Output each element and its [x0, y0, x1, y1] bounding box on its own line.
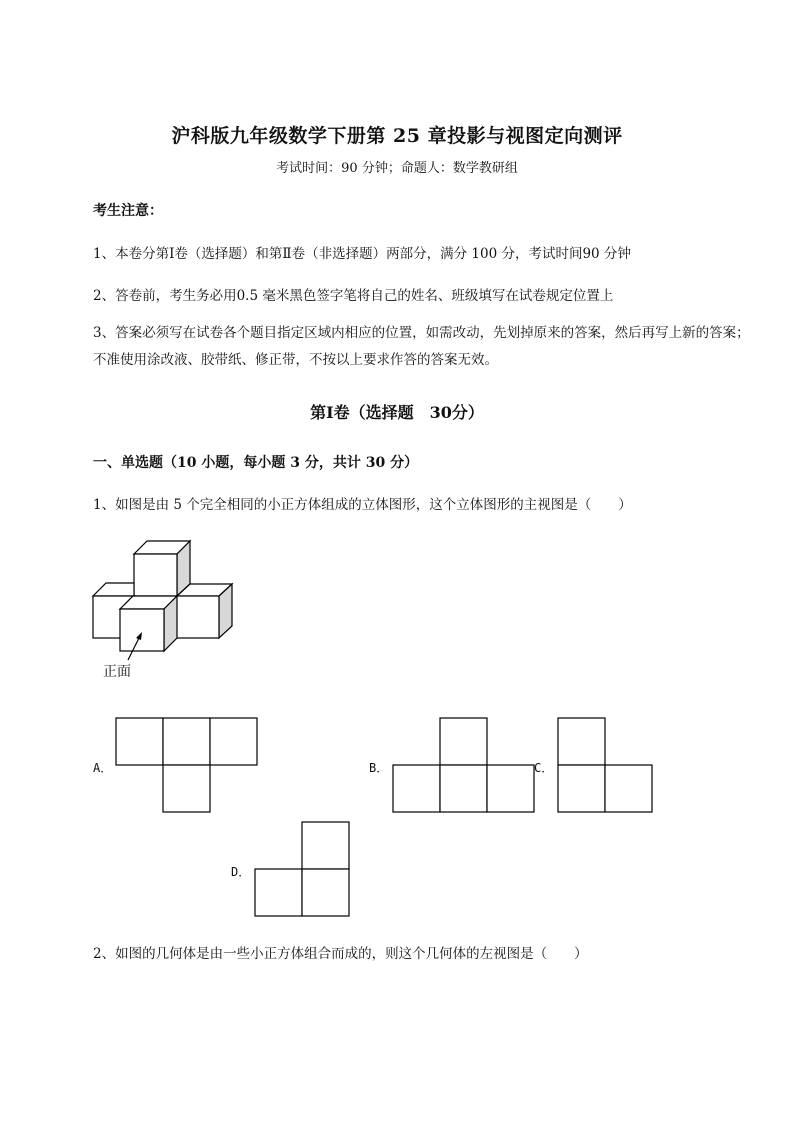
option-a-label[interactable]: A． [93, 761, 113, 775]
option-d-label[interactable]: D． [231, 865, 251, 879]
grid-square [163, 765, 210, 812]
cube-front-face [176, 596, 219, 638]
grid-square [440, 765, 487, 812]
cube-front-face [120, 609, 164, 651]
grid-square [393, 765, 440, 812]
option-a-figure[interactable] [115, 717, 259, 814]
notice-heading: 考生注意： [93, 203, 163, 219]
option-c-label[interactable]: C． [534, 761, 554, 775]
page-title: 沪科版九年级数学下册第 25 章投影与视图定向测评 [171, 125, 623, 147]
option-c-figure[interactable] [557, 717, 654, 814]
part-title: 一、单选题（10 小题，每小题 3 分，共计 30 分） [93, 455, 419, 471]
option-b-label[interactable]: B． [369, 761, 389, 775]
question-2-text: 2、如图的几何体是由一些小正方体组合而成的，则这个几何体的左视图是（ ） [93, 946, 588, 962]
grid-square [558, 718, 605, 765]
grid-square [210, 718, 257, 765]
grid-square [163, 718, 210, 765]
notice-item-2: 2、答卷前，考生务必用0.5 毫米黑色签字笔将自己的姓名、班级填写在试卷规定位置上 [93, 288, 614, 304]
section-title: 第Ⅰ卷（选择题 30分） [310, 403, 484, 422]
grid-square [255, 869, 302, 916]
notice-item-1: 1、本卷分第Ⅰ卷（选择题）和第Ⅱ卷（非选择题）两部分，满分 100 分，考试时间90 分钟 [93, 246, 631, 262]
grid-square [302, 869, 349, 916]
cube-front-face [134, 554, 177, 596]
option-d-figure[interactable] [254, 821, 351, 918]
question-1-solid-figure [90, 538, 240, 668]
grid-square [558, 765, 605, 812]
option-b-figure[interactable] [392, 717, 536, 814]
front-label: 正面 [103, 664, 131, 680]
exam-info: 考试时间：90 分钟；命题人：数学教研组 [276, 161, 518, 176]
cube-top-face [93, 583, 134, 596]
grid-square [440, 718, 487, 765]
question-1-text: 1、如图是由 5 个完全相同的小正方体组成的立体图形，这个立体图形的主视图是（ ） [93, 497, 632, 513]
grid-square [605, 765, 652, 812]
notice-item-3: 3、答案必须写在试卷各个题目指定区域内相应的位置，如需改动，先划掉原来的答案，然后再写上新的答案；不准使用涂改液、胶带纸、修正带，不按以上要求作答的答案无效。 [93, 325, 750, 368]
grid-square [487, 765, 534, 812]
grid-square [116, 718, 163, 765]
grid-square [302, 822, 349, 869]
